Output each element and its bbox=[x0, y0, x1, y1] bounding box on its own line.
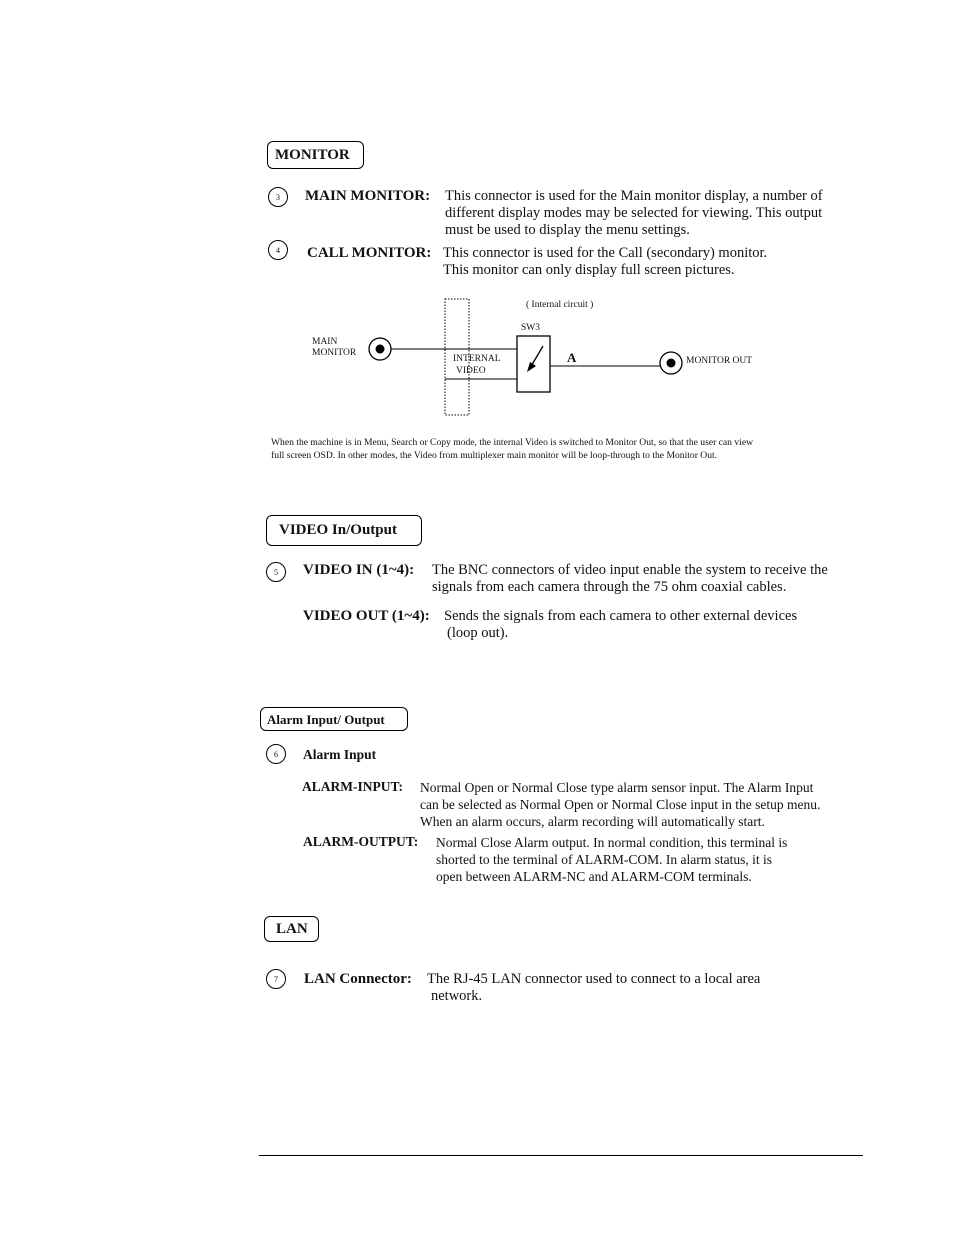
alarm-output-term: ALARM-OUTPUT: bbox=[303, 834, 419, 849]
description-line: network. bbox=[431, 988, 483, 1004]
lan-connector-description bbox=[427, 971, 760, 1005]
section-heading-alarm bbox=[260, 707, 408, 731]
internal-video-label-line: INTERNAL bbox=[453, 354, 501, 364]
description-line: open between ALARM-NC and ALARM-COM terminals. bbox=[436, 869, 752, 884]
description-line: Normal Open or Normal Close type alarm sensor input. The Alarm Input bbox=[420, 780, 814, 795]
item-number-badge: 4 bbox=[268, 240, 288, 260]
description-line: The RJ-45 LAN connector used to connect to a local area bbox=[427, 971, 761, 987]
sw3-arrow-head bbox=[527, 362, 536, 372]
alarm-input-term: ALARM-INPUT: bbox=[302, 779, 403, 794]
description-line: shorted to the terminal of ALARM-COM. In alarm status, it is bbox=[436, 852, 772, 867]
description-line: This connector is used for the Main monitor display, a number of bbox=[445, 188, 823, 204]
section-heading-lan-text: LAN bbox=[276, 921, 308, 937]
alarm-input-subtitle: Alarm Input bbox=[303, 747, 377, 762]
item-number-badge: 5 bbox=[266, 562, 286, 582]
main-monitor-label bbox=[312, 337, 356, 359]
description-line: must be used to display the menu settings. bbox=[445, 222, 690, 238]
item-number-badge: 6 bbox=[266, 744, 286, 764]
section-heading-video-text: VIDEO In/Output bbox=[279, 522, 397, 538]
sw3-switch-box bbox=[517, 336, 550, 392]
main-monitor-label-line: MAIN bbox=[312, 337, 338, 347]
main-monitor-connector-pin bbox=[376, 345, 385, 354]
description-line: When an alarm occurs, alarm recording will automatically start. bbox=[420, 814, 765, 829]
section-heading-monitor-text: MONITOR bbox=[275, 147, 350, 163]
diagram-caption bbox=[271, 436, 753, 462]
section-heading-alarm-text: Alarm Input/ Output bbox=[267, 712, 385, 727]
call-monitor-term: CALL MONITOR: bbox=[307, 245, 432, 261]
description-line: This connector is used for the Call (secondary) monitor. bbox=[443, 245, 768, 261]
main-monitor-label-line: MONITOR bbox=[312, 348, 357, 358]
description-line: signals from each camera through the 75 ohm coaxial cables. bbox=[432, 579, 787, 595]
description-line: different display modes may be selected for viewing. This output bbox=[445, 205, 823, 221]
video-in-term: VIDEO IN (1~4): bbox=[303, 562, 415, 578]
point-a-label: A bbox=[567, 350, 577, 365]
section-heading-lan bbox=[264, 916, 319, 942]
description-line: (loop out). bbox=[447, 625, 509, 641]
item-number-badge: 3 bbox=[268, 187, 288, 207]
sw3-label: SW3 bbox=[521, 323, 540, 333]
alarm-input-description bbox=[420, 779, 820, 830]
description-line: Sends the signals from each camera to other external devices bbox=[444, 608, 798, 624]
description-line: The BNC connectors of video input enable the system to receive the bbox=[432, 562, 828, 578]
internal-circuit-label: ( Internal circuit ) bbox=[526, 300, 594, 310]
internal-video-label bbox=[453, 353, 501, 377]
video-out-term: VIDEO OUT (1~4): bbox=[303, 608, 430, 624]
caption-line: full screen OSD. In other modes, the Video from multiplexer main monitor will be loop-through to the Monitor Out. bbox=[271, 450, 718, 461]
video-in-description bbox=[432, 562, 828, 596]
description-line: This monitor can only display full screen pictures. bbox=[443, 262, 735, 278]
main-monitor-term: MAIN MONITOR: bbox=[305, 188, 431, 204]
alarm-output-description bbox=[436, 834, 787, 885]
item-number-badge: 7 bbox=[266, 969, 286, 989]
description-line: can be selected as Normal Open or Normal Close input in the setup menu. bbox=[420, 797, 821, 812]
monitor-out-connector-pin bbox=[667, 359, 676, 368]
video-out-description bbox=[444, 608, 797, 642]
lan-connector-term: LAN Connector: bbox=[304, 971, 412, 987]
section-heading-video bbox=[266, 515, 422, 546]
caption-line: When the machine is in Menu, Search or Copy mode, the internal Video is switched to Monitor Out, so that the user can view bbox=[271, 437, 754, 448]
internal-video-label-line: VIDEO bbox=[456, 366, 486, 376]
monitor-out-label: MONITOR OUT bbox=[686, 356, 753, 366]
description-line: Normal Close Alarm output. In normal condition, this terminal is bbox=[436, 835, 788, 850]
footer-rule bbox=[259, 1155, 863, 1156]
